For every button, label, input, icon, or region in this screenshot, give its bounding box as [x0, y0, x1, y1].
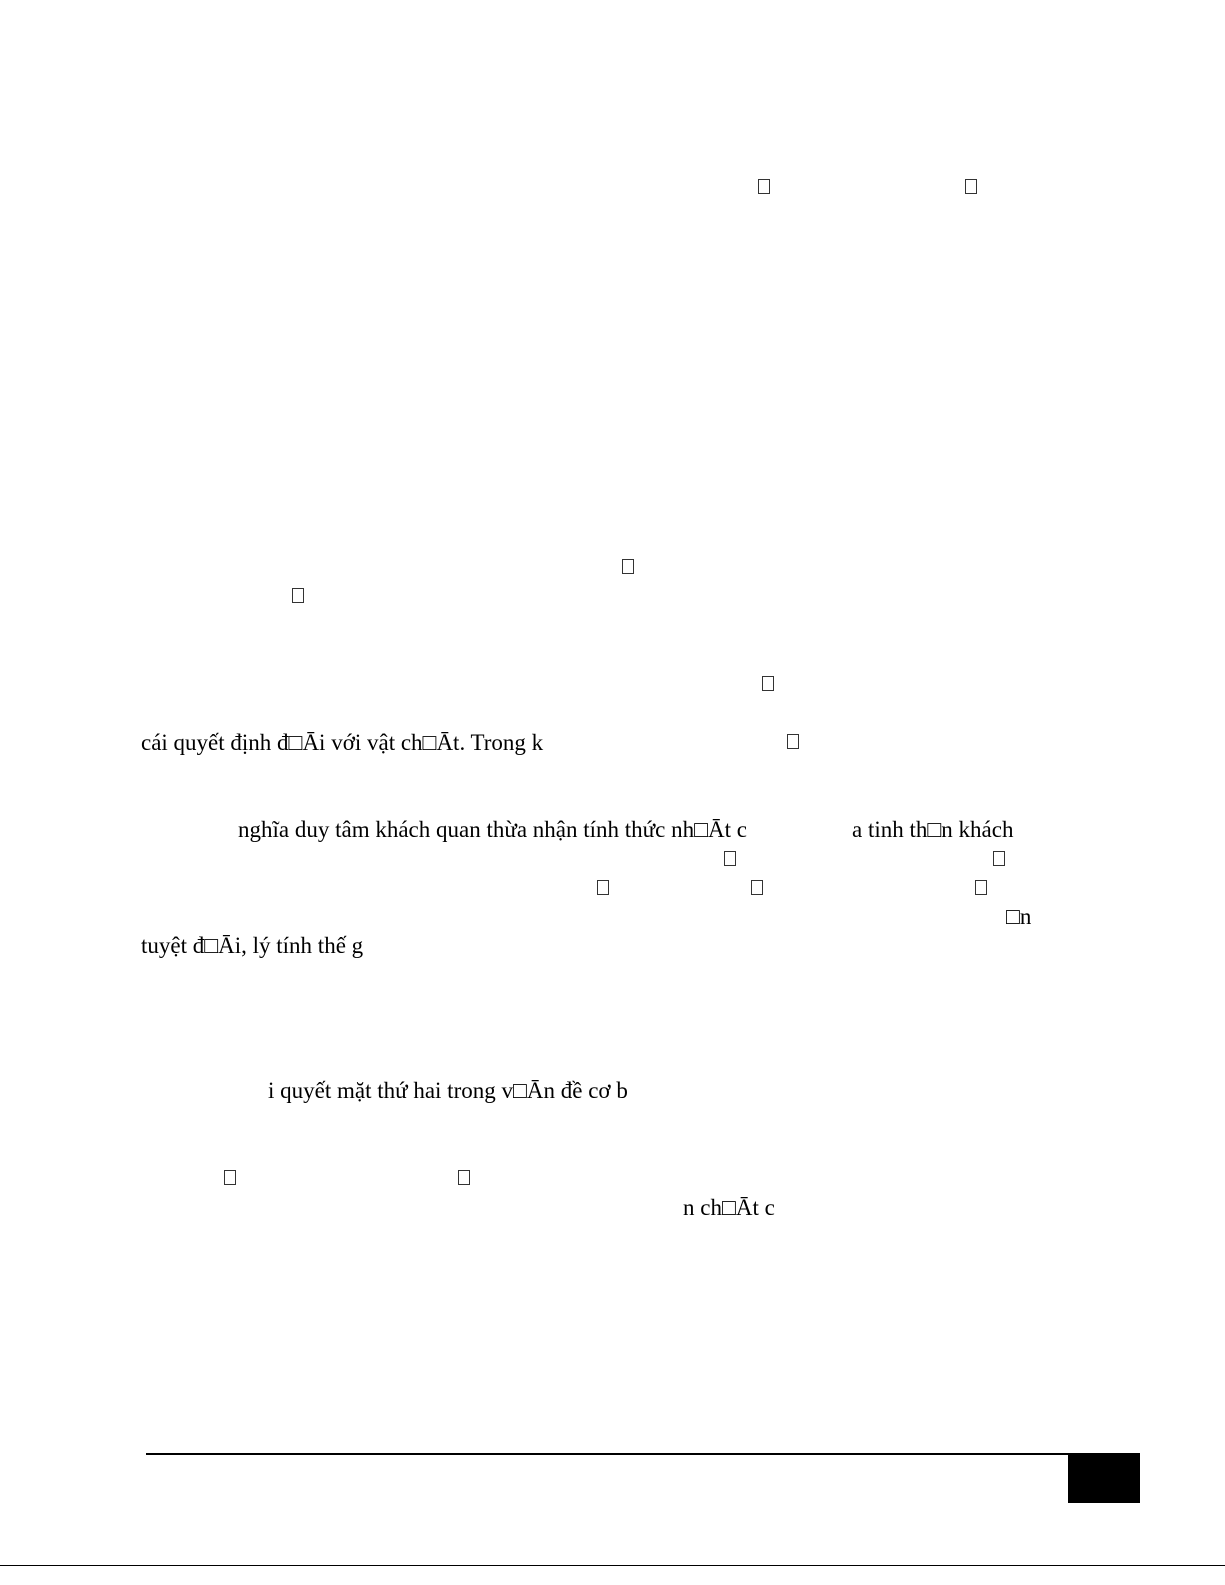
missing-glyph-icon — [724, 851, 736, 866]
body-text-fragment: □n — [1006, 904, 1032, 929]
missing-glyph-icon — [965, 179, 977, 194]
missing-glyph-icon — [224, 1170, 236, 1185]
body-text-fragment: tuyệt đ□Āi, lý tính thế g — [141, 933, 364, 958]
missing-glyph-icon — [975, 880, 987, 895]
page-bottom-edge — [0, 1565, 1225, 1566]
body-text-fragment: cái quyết định đ□Āi với vật ch□Āt. Trong k — [141, 730, 544, 755]
missing-glyph-icon — [758, 179, 770, 194]
body-text-fragment: nghĩa duy tâm khách quan thừa nhận tính thức nh□Āt c — [238, 817, 747, 842]
body-text-fragment: i quyết mặt thứ hai trong v□Ān đề cơ b — [268, 1078, 628, 1103]
page-number-box — [1068, 1453, 1140, 1503]
footer-rule — [146, 1453, 1068, 1455]
body-text-fragment: n ch□Āt c — [683, 1195, 775, 1220]
missing-glyph-icon — [787, 734, 799, 749]
missing-glyph-icon — [292, 588, 304, 603]
missing-glyph-icon — [597, 880, 609, 895]
missing-glyph-icon — [762, 676, 774, 691]
missing-glyph-icon — [458, 1170, 470, 1185]
missing-glyph-icon — [993, 851, 1005, 866]
missing-glyph-icon — [622, 559, 634, 574]
missing-glyph-icon — [751, 880, 763, 895]
body-text-fragment: a tinh th□n khách — [852, 817, 1014, 842]
